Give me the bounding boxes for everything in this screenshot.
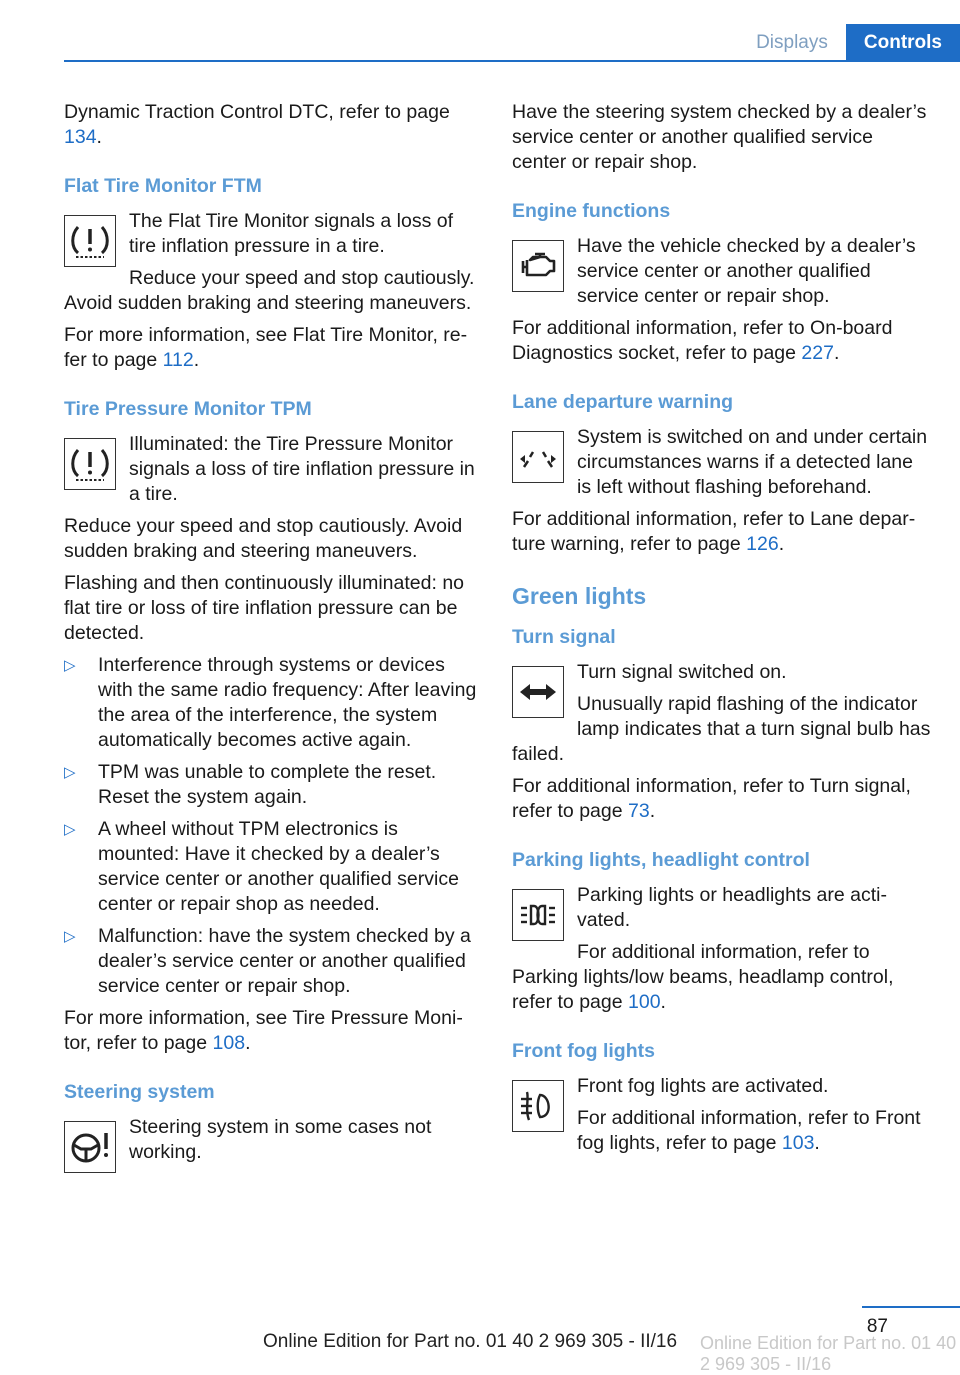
lane-section <box>512 425 932 557</box>
tire-pressure-warning-icon <box>64 438 116 490</box>
tire-pressure-warning-icon <box>64 215 116 267</box>
list-item: ▷ A wheel without TPM electronics is mounted: Have it checked by a dealer’s service center or another qualified service center or repair shop as needed. <box>64 818 459 915</box>
footer-rule <box>862 1306 960 1308</box>
turn-paragraph-3: For additional information, refer to Turn signal, refer to page 73. <box>512 775 911 822</box>
bullet-triangle-icon: ▷ <box>64 764 76 781</box>
steering-section <box>64 1115 480 1165</box>
fog-paragraph-2: For additional information, refer to Front fog lights, refer to page 103. <box>577 1107 921 1154</box>
parking-paragraph-1: Parking lights or headlights are activated. <box>577 884 887 931</box>
watermark-text: Online Edition for Part no. 01 40 2 969 305 - II/16 <box>700 1333 957 1374</box>
ftm-paragraph-1: The Flat Tire Monitor signals a loss of tire inflation pressure in a tire. <box>129 210 454 257</box>
page-link[interactable]: 112 <box>162 349 194 371</box>
heading-steering-system: Steering system <box>64 1081 215 1103</box>
tpm-paragraph-2: Reduce your speed and stop cautiously. Avoid sudden braking and steering maneuvers. <box>64 515 463 562</box>
list-item: ▷ TPM was unable to complete the reset. Reset the system again. <box>64 761 437 808</box>
lane-paragraph-2: For additional information, refer to Lane departure warning, refer to page 126. <box>512 508 916 555</box>
engine-paragraph-2: For additional information, refer to On-board Diagnostics socket, refer to page 227. <box>512 317 893 364</box>
bullet-triangle-icon: ▷ <box>64 657 76 674</box>
turn-paragraph-2: Unusually rapid flashing of the indicator lamp indicates that a turn signal bulb has failed. <box>512 693 931 765</box>
heading-flat-tire-monitor: Flat Tire Monitor FTM <box>64 175 262 197</box>
parking-paragraph-2: For additional information, refer to Parking lights/low beams, headlamp control, refer to page 100. <box>512 941 894 1013</box>
steering-paragraph-1: Steering system in some cases not working. <box>129 1116 432 1163</box>
lane-departure-icon <box>512 431 564 483</box>
heading-lane-departure-warning: Lane departure warning <box>512 391 734 413</box>
right-column <box>512 100 932 1163</box>
list-item: ▷ Malfunction: have the system checked by a dealer’s service center or another qualified service center or repair shop. <box>64 925 471 997</box>
page-link[interactable]: 103 <box>781 1132 815 1154</box>
front-fog-lights-icon <box>512 1080 564 1132</box>
ftm-paragraph-3: For more information, see Flat Tire Monitor, refer to page 112. <box>64 324 468 371</box>
list-item: ▷ Interference through systems or devices with the same radio frequency: After leaving the area of the interference, the system automatically becomes active again. <box>64 654 477 751</box>
heading-turn-signal: Turn signal <box>512 626 616 648</box>
bullet-triangle-icon: ▷ <box>64 928 76 945</box>
steering-continued-paragraph: Have the steering system checked by a dealer’s service center or another qualified service center or repair shop. <box>512 101 927 173</box>
tpm-section <box>64 432 480 1056</box>
turn-paragraph-1: Turn signal switched on. <box>577 661 787 683</box>
page-link[interactable]: 100 <box>628 991 661 1013</box>
engine-paragraph-1: Have the vehicle checked by a dealer’s service center or another qualified service center or repair shop. <box>577 235 916 307</box>
tpm-paragraph-4: For more information, see Tire Pressure Monitor, refer to page 108. <box>64 1007 463 1054</box>
bullet-triangle-icon: ▷ <box>64 821 76 838</box>
tpm-bullet-list <box>64 653 480 999</box>
heading-parking-lights: Parking lights, headlight control <box>512 849 810 871</box>
page-number: 87 <box>866 1316 888 1337</box>
tpm-paragraph-3: Flashing and then continuously illuminated: no flat tire or loss of tire inflation pressure can be detected. <box>64 572 465 644</box>
page-link[interactable]: 73 <box>628 800 650 822</box>
header-rule <box>64 60 960 62</box>
engine-icon <box>512 240 564 292</box>
intro-paragraph: Dynamic Traction Control DTC, refer to page 134. <box>64 101 450 148</box>
heading-front-fog-lights: Front fog lights <box>512 1040 655 1062</box>
fog-section <box>512 1074 932 1156</box>
ftm-section <box>64 209 480 373</box>
tab-controls[interactable]: Controls <box>846 24 960 61</box>
tpm-paragraph-1: Illuminated: the Tire Pressure Monitor signals a loss of tire inflation pressure in a tire. <box>129 433 475 505</box>
page-link[interactable]: 108 <box>212 1032 246 1054</box>
left-column <box>64 100 480 1179</box>
lane-paragraph-1: System is switched on and under certain circumstances warns if a detected lane is left without flashing beforehand. <box>577 426 928 498</box>
page-link[interactable]: 227 <box>801 342 834 364</box>
steering-warning-icon <box>64 1121 116 1173</box>
turn-signal-icon <box>512 666 564 718</box>
header-tabs <box>738 24 960 61</box>
tab-displays[interactable]: Displays <box>738 24 846 61</box>
engine-section <box>512 234 932 366</box>
ftm-paragraph-2: Reduce your speed and stop cautiously. Avoid sudden braking and steering maneuvers. <box>64 267 475 314</box>
fog-paragraph-1: Front fog lights are activated. <box>577 1075 829 1097</box>
heading-tire-pressure-monitor: Tire Pressure Monitor TPM <box>64 398 312 420</box>
edition-text: Online Edition for Part no. 01 40 2 969 305 - II/16 <box>263 1331 678 1352</box>
heading-green-lights: Green lights <box>512 583 647 609</box>
parking-section <box>512 883 932 1015</box>
parking-lights-icon <box>512 889 564 941</box>
page-link[interactable]: 126 <box>746 533 779 555</box>
page-link[interactable]: 134 <box>64 126 97 148</box>
heading-engine-functions: Engine functions <box>512 200 671 222</box>
turn-section <box>512 660 932 824</box>
